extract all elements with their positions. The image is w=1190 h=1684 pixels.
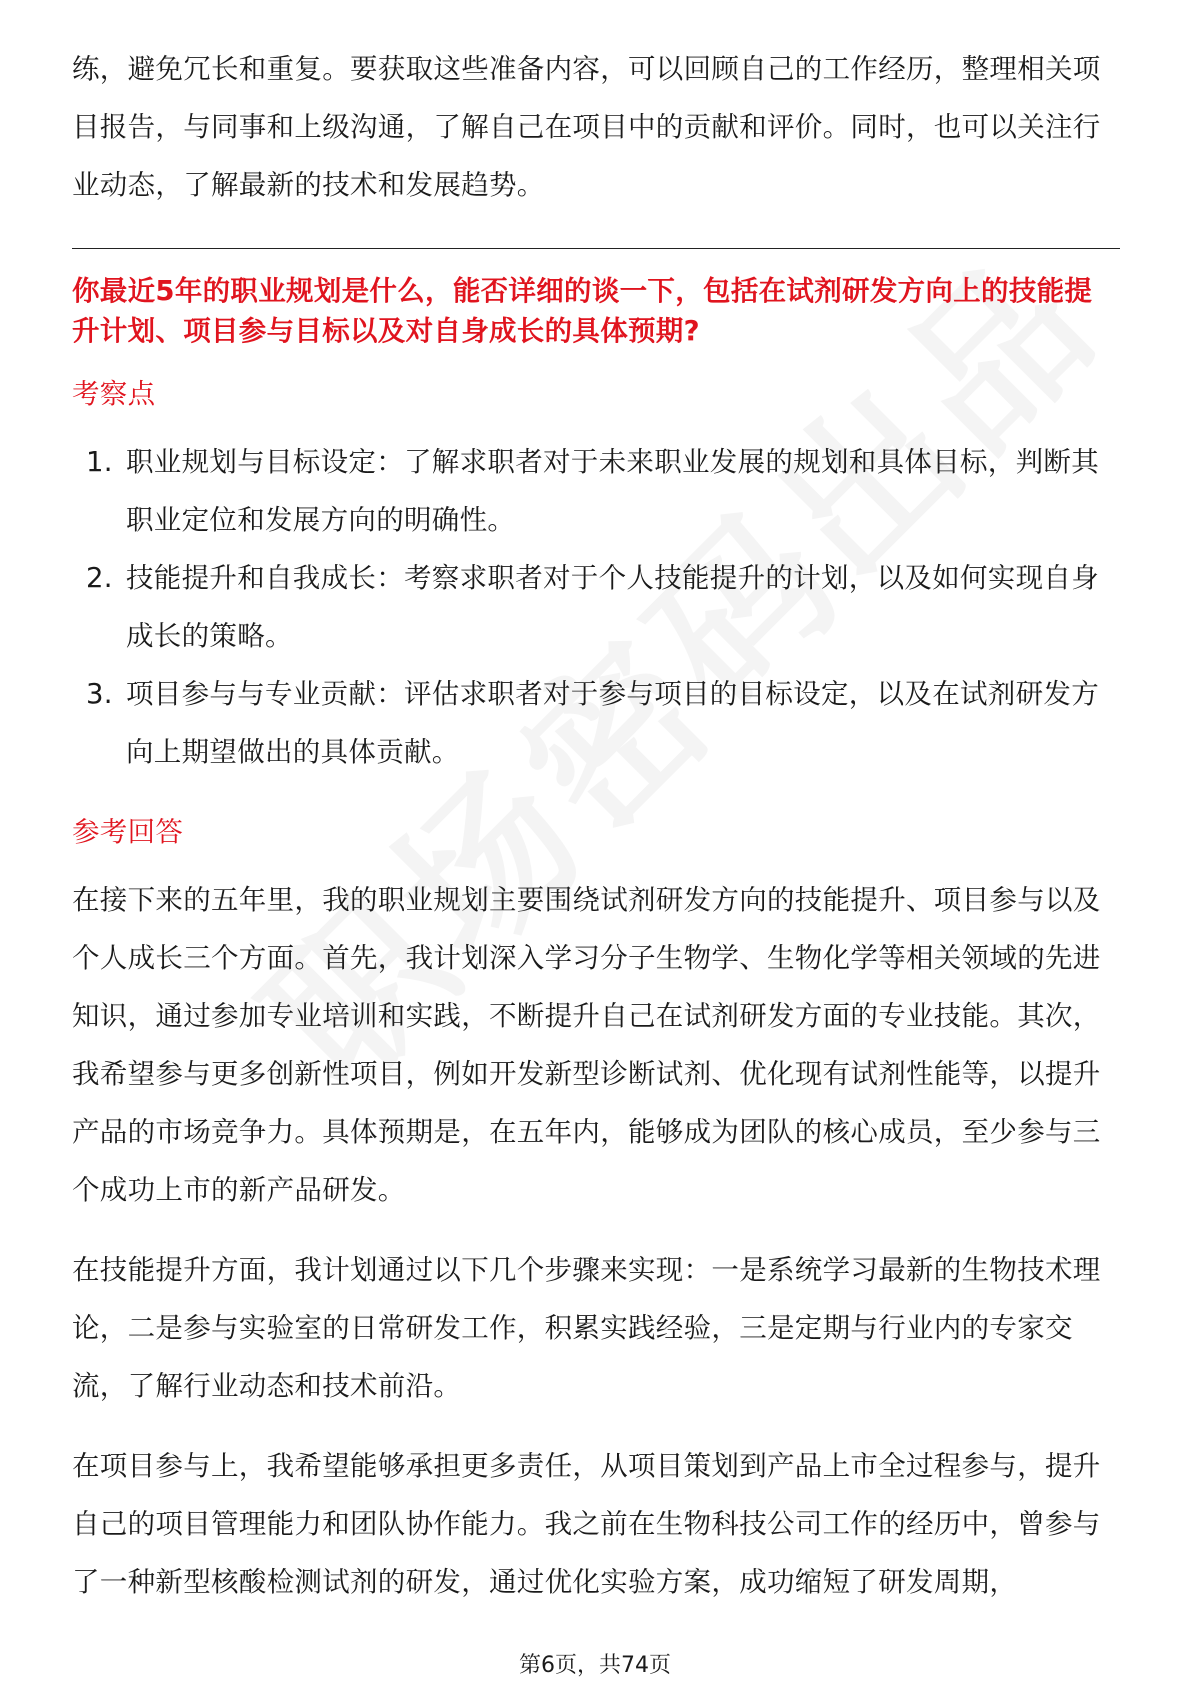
answer-heading: 参考回答 xyxy=(72,816,184,848)
list-item-text: 技能提升和自我成长：考察求职者对于个人技能提升的计划，以及如何实现自身成长的策略。 xyxy=(126,562,1099,652)
list-item-text: 项目参与与专业贡献：评估求职者对于参与项目的目标设定，以及在试剂研发方向上期望做出的具体贡献。 xyxy=(126,678,1099,768)
points-heading: 考察点 xyxy=(72,378,156,410)
list-item-number: 1. xyxy=(86,446,113,478)
question-heading: 你最近5年的职业规划是什么，能否详细的谈一下，包括在试剂研发方向上的技能提升计划、项目参与目标以及对自身成长的具体预期? xyxy=(72,275,1093,347)
intro-paragraph: 练，避免冗长和重复。要获取这些准备内容，可以回顾自己的工作经历，整理相关项目报告，与同事和上级沟通，了解自己在项目中的贡献和评价。同时，也可以关注行业动态，了解最新的技术和发展趋势。 xyxy=(72,53,1101,201)
list-item-number: 3. xyxy=(86,678,113,710)
answer-paragraph: 在项目参与上，我希望能够承担更多责任，从项目策划到产品上市全过程参与，提升自己的项目管理能力和团队协作能力。我之前在生物科技公司工作的经历中，曾参与了一种新型核酸检测试剂的研发，通过优化实验方案，成功缩短了研发周期， xyxy=(72,1450,1101,1598)
list-item-number: 2. xyxy=(86,562,113,594)
document-page xyxy=(72,40,1120,1633)
page-footer: 第6页，共74页 xyxy=(519,1653,671,1678)
list-item xyxy=(72,665,1120,781)
list-item xyxy=(72,433,1120,549)
answer-paragraph: 在接下来的五年里，我的职业规划主要围绕试剂研发方向的技能提升、项目参与以及个人成长三个方面。首先，我计划深入学习分子生物学、生物化学等相关领域的先进知识，通过参加专业培训和实践，不断提升自己在试剂研发方面的专业技能。其次，我希望参与更多创新性项目，例如开发新型诊断试剂、优化现有试剂性能等，以提升产品的市场竞争力。具体预期是，在五年内，能够成为团队的核心成员，至少参与三个成功上市的新产品研发。 xyxy=(72,884,1101,1206)
answer-paragraph: 在技能提升方面，我计划通过以下几个步骤来实现：一是系统学习最新的生物技术理论，二是参与实验室的日常研发工作，积累实践经验，三是定期与行业内的专家交流，了解行业动态和技术前沿。 xyxy=(72,1254,1101,1402)
points-list xyxy=(72,433,1120,781)
divider xyxy=(72,248,1120,249)
list-item-text: 职业规划与目标设定：了解求职者对于未来职业发展的规划和具体目标，判断其职业定位和发展方向的明确性。 xyxy=(126,446,1099,536)
list-item xyxy=(72,549,1120,665)
